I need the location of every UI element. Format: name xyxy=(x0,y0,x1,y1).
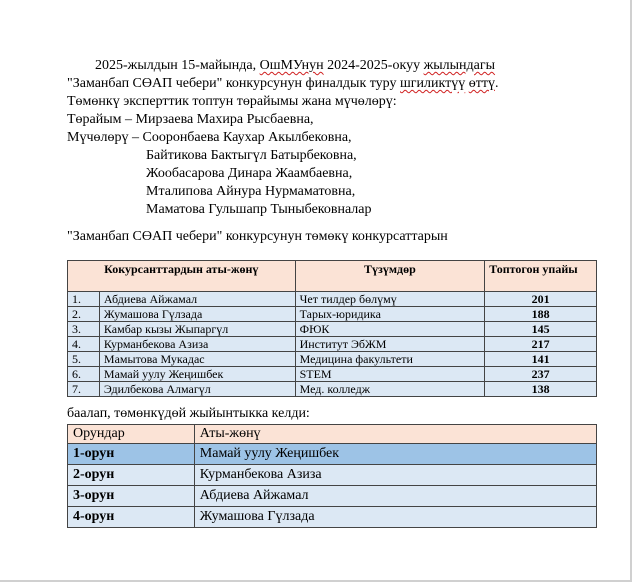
contestant-name: Абдиева Айжамал xyxy=(99,292,295,307)
chair-line: Төрайым – Мирзаева Махира Рысбаевна, xyxy=(67,112,314,127)
contest-text: "Заманбап СӨАП чебери" конкурсунун финалдык туру xyxy=(67,76,400,91)
contestant-name: Эдилбекова Алмагүл xyxy=(99,382,295,397)
winner-name: Жумашова Гүлзада xyxy=(194,507,596,528)
header-score: Топтогон упайы xyxy=(485,261,597,292)
contestant-score: 201 xyxy=(485,292,597,307)
row-number: 5. xyxy=(68,352,100,367)
table-row xyxy=(68,307,597,322)
row-number: 6. xyxy=(68,367,100,382)
table-row xyxy=(68,486,597,507)
row-number: 3. xyxy=(68,322,100,337)
contestant-unit: STEM xyxy=(295,367,485,382)
place-label: 3-орун xyxy=(68,486,195,507)
contestant-score: 217 xyxy=(485,337,597,352)
row-number: 4. xyxy=(68,337,100,352)
table-row xyxy=(68,322,597,337)
header-winner-name: Аты-жөнү xyxy=(194,425,596,444)
table-row xyxy=(68,337,597,352)
results-header-row xyxy=(68,425,597,444)
place-label: 4-орун xyxy=(68,507,195,528)
contestant-score: 141 xyxy=(485,352,597,367)
contestant-score: 237 xyxy=(485,367,597,382)
verb-word: өттү xyxy=(468,76,495,91)
place-label: 1-орун xyxy=(68,444,195,465)
header-place: Орундар xyxy=(68,425,195,444)
row-number: 2. xyxy=(68,307,100,322)
contestant-score: 145 xyxy=(485,322,597,337)
contestant-unit: Тарых-юридика xyxy=(295,307,485,322)
contestants-header-row xyxy=(68,261,597,292)
header-unit: Түзүмдөр xyxy=(295,261,485,292)
member-1: Байтикова Бактыгүл Батырбековна, xyxy=(146,148,357,163)
year-text: 2024-2025-окуу xyxy=(323,58,424,73)
intro-line-2: "Заманбап СӨАП чебери" конкурсунун финалдык туру шгиликтүү өттү. xyxy=(67,76,499,91)
table-row xyxy=(68,367,597,382)
place-label: 2-орун xyxy=(68,465,195,486)
contestant-name: Жумашова Гүлзада xyxy=(99,307,295,322)
winner-name: Мамай уулу Жеңишбек xyxy=(194,444,596,465)
row-number: 7. xyxy=(68,382,100,397)
contestant-unit: Чет тилдер бөлүмү xyxy=(295,292,485,307)
contestant-name: Курманбекова Азиза xyxy=(99,337,295,352)
row-number: 1. xyxy=(68,292,100,307)
contestant-unit: ФЮК xyxy=(295,322,485,337)
table-row xyxy=(68,352,597,367)
member-2: Жообасарова Динара Жаамбаевна, xyxy=(146,166,353,181)
results-table xyxy=(67,424,597,528)
contestants-table xyxy=(67,260,597,397)
contestant-name: Мамай уулу Жеңишбек xyxy=(99,367,295,382)
contestant-name: Камбар кызы Жыпаргүл xyxy=(99,322,295,337)
table-row xyxy=(68,292,597,307)
member-4: Маматова Гульшапр Тыныбековналар xyxy=(146,202,372,217)
table-row xyxy=(68,444,597,465)
winner-name: Курманбекова Азиза xyxy=(194,465,596,486)
conclusion-line: баалап, төмөнкүдөй жыйынтыкка келди: xyxy=(67,406,310,421)
university-name: ОшМУнун xyxy=(259,58,324,73)
header-name: Кокурсанттардын аты-жөнү xyxy=(68,261,296,292)
year-suffix: жылындагы xyxy=(423,58,496,73)
contestant-unit: Институт ЭбЖМ xyxy=(295,337,485,352)
contestant-score: 188 xyxy=(485,307,597,322)
contestant-unit: Мед. колледж xyxy=(295,382,485,397)
contestant-unit: Медицина факультети xyxy=(295,352,485,367)
table-row xyxy=(68,382,597,397)
member-3: Мталипова Айнура Нурмаматовна, xyxy=(146,184,356,199)
intro-line-1 xyxy=(95,57,495,75)
contestant-name: Мамытова Мукадас xyxy=(99,352,295,367)
contestant-score: 138 xyxy=(485,382,597,397)
intro-line-3: Төмөнкү эксперттик топтун төрайымы жана мүчөлөрү: xyxy=(67,94,397,109)
members-line: Мүчөлөрү – Сооронбаева Каухар Акылбековна, xyxy=(67,130,352,145)
date-text: 2025-жылдын 15-майында, xyxy=(95,58,260,73)
winner-name: Абдиева Айжамал xyxy=(194,486,596,507)
table-row xyxy=(68,507,597,528)
intro-line-10: "Заманбап СӨАП чебери" конкурсунун төмөкү конкурсаттарын xyxy=(67,229,448,244)
table-row xyxy=(68,465,597,486)
misspelled-word: шгиликтүү xyxy=(400,76,466,91)
